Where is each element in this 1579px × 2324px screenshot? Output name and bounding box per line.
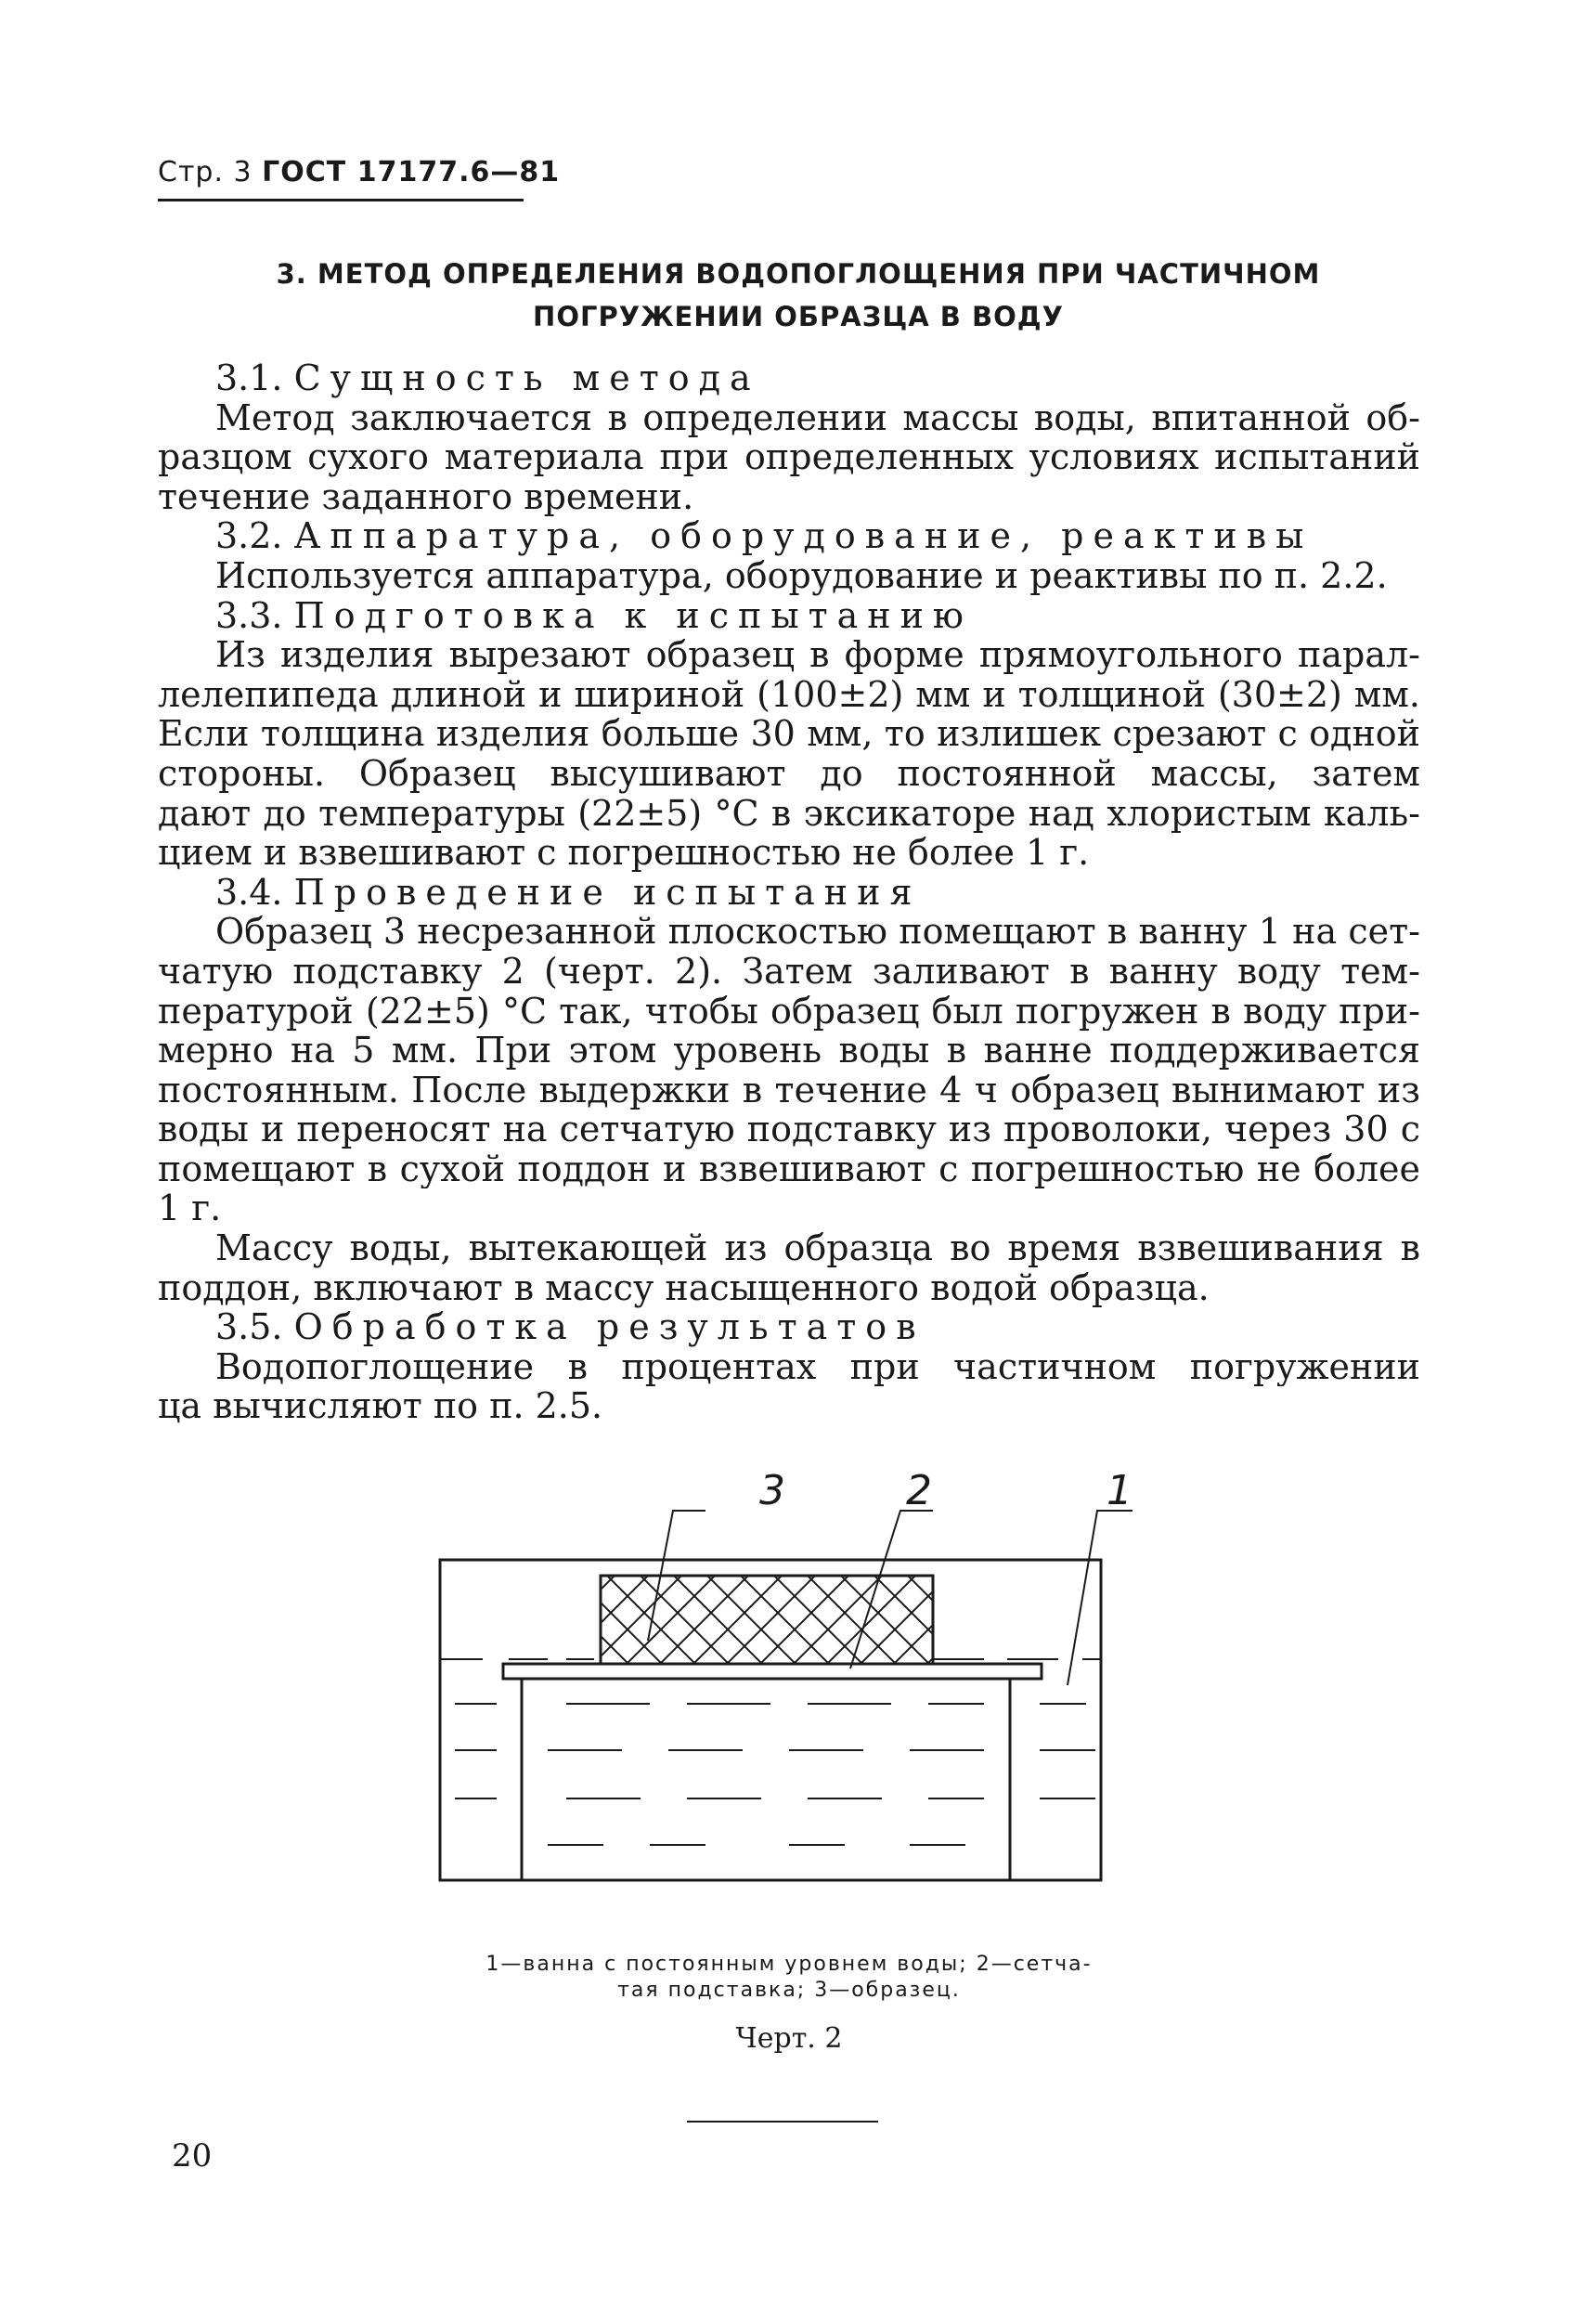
text-line: лелепипеда длиной и шириной (100±2) мм и толщиной (30±2) мм. [158, 674, 1420, 715]
text-line: течение заданного времени. [158, 475, 694, 517]
doc-id: ГОСТ 17177.6—81 [262, 156, 561, 188]
section-title [186, 253, 1411, 338]
caption-line: тая подставка; 3—образец. [617, 1979, 961, 2002]
text-line: Массу воды, вытекающей из образца во время взвешивания в [215, 1228, 1420, 1268]
text-line: Используется аппаратура, оборудование и реактивы по п. 2.2. [215, 554, 1388, 596]
text-line: мерно на 5 мм. При этом уровень воды в ванне поддерживается [158, 1031, 1420, 1071]
text-line: Из изделия вырезают образец в форме прямоугольного парал- [215, 635, 1420, 675]
mesh-stand-top [503, 1664, 1042, 1679]
text-line: стороны. Образец высушивают до постоянной массы, затем [158, 753, 1420, 794]
text-line: Водопоглощение в процентах при частичном погружении [215, 1346, 1420, 1387]
page-label: Стр. 3 [158, 156, 252, 188]
section-title-line: ПОГРУЖЕНИИ ОБРАЗЦА В ВОДУ [533, 301, 1064, 332]
figure-caption [408, 1952, 1170, 2004]
heading-3-3: 3.3. Подготовка к испытанию [215, 594, 974, 636]
figure-bath-diagram [427, 1462, 1132, 1927]
text-line: постоянным. После выдержки в течение 4 ч образец вынимают из [158, 1070, 1420, 1110]
underwater-dashes [455, 1704, 1095, 1845]
text-line: цием и взвешивают с погрешностью не более 1 г. [158, 832, 1090, 874]
figure-title: Черт. 2 [735, 2022, 843, 2055]
heading-3-2: 3.2. Аппаратура, оборудование, реактивы [215, 515, 1314, 557]
text-line: ца вычисляют по п. 2.5. [158, 1385, 603, 1427]
text-line: воды и переносят на сетчатую подставку из проволоки, через 30 с [158, 1110, 1420, 1149]
page-header [158, 156, 560, 188]
specimen-hatched [601, 1576, 933, 1664]
heading-3-4: 3.4. Проведение испытания [215, 871, 922, 913]
text-line: дают до температуры (22±5) °С в эксикаторе над хлористым каль- [158, 793, 1420, 834]
text-line: Если толщина изделия больше 30 мм, то излишек срезают с одной [158, 714, 1420, 754]
text-line: разцом сухого материала при определенных условиях испытаний [158, 437, 1420, 477]
page-number: 20 [172, 2137, 213, 2175]
text-line: чатую подставку 2 (черт. 2). Затем заливают в ванну воду тем- [158, 951, 1420, 992]
text-line: пературой (22±5) °С так, чтобы образец был погружен в воду при- [158, 991, 1420, 1032]
text-line: 1 г. [158, 1188, 222, 1229]
text-line: поддон, включают в массу насыщенного водой образца. [158, 1266, 1210, 1308]
heading-3-5: 3.5. Обработка результатов [215, 1306, 925, 1348]
body-text [158, 358, 1420, 1426]
figure-label-2: 2 [906, 1467, 932, 1514]
section-title-line: 3. МЕТОД ОПРЕДЕЛЕНИЯ ВОДОПОГЛОЩЕНИЯ ПРИ ЧАСТИЧНОМ [276, 258, 1321, 290]
caption-line: 1—ванна с постоянным уровнем воды; 2—сетча- [485, 1953, 1093, 1976]
footer-rule [687, 2121, 878, 2123]
text-line: помещают в сухой поддон и взвешивают с погрешностью не более [158, 1149, 1420, 1189]
header-rule [158, 199, 524, 201]
figure-label-3: 3 [759, 1467, 785, 1514]
figure-label-1: 1 [1107, 1467, 1132, 1514]
text-line: Образец 3 несрезанной плоскостью помещают в ванну 1 на сет- [215, 912, 1420, 952]
heading-3-1: 3.1. Сущность метода [215, 357, 760, 398]
text-line: Метод заключается в определении массы воды, впитанной об- [215, 397, 1420, 438]
